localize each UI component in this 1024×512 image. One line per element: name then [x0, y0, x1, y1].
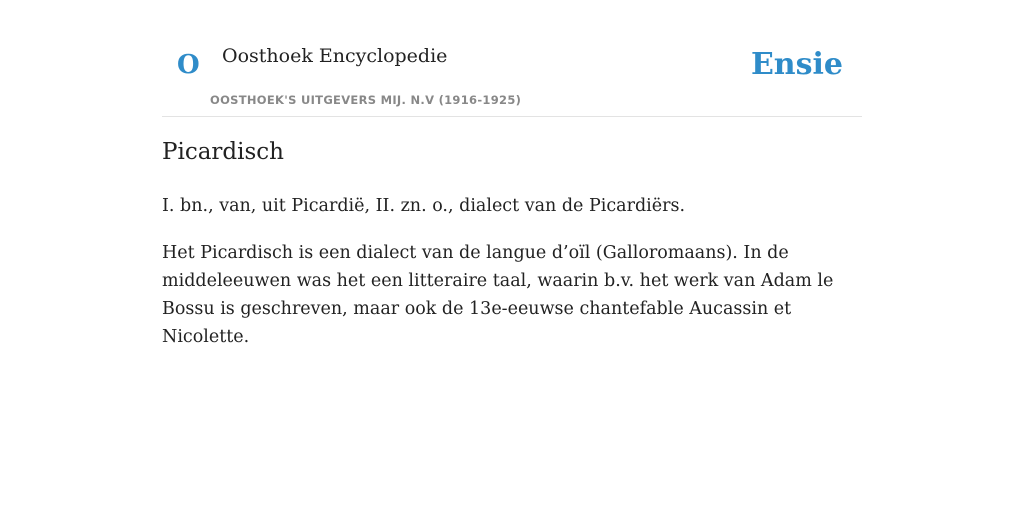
content-container [162, 0, 862, 347]
encyclopedia-logo[interactable]: O [177, 50, 200, 80]
publisher-subtitle: OOSTHOEK'S UITGEVERS MIJ. N.V (1916-1925) [210, 93, 522, 107]
definition-paragraph: I. bn., van, uit Picardië, II. zn. o., dialect van de Picardiërs. [162, 196, 686, 216]
encyclopedia-title[interactable]: Oosthoek Encyclopedie [222, 45, 448, 67]
ensie-brand-link[interactable]: Ensie [750, 47, 843, 82]
description-paragraph: Het Picardisch is een dialect van de langue d’oïl (Galloromaans). In de middeleeuwen was het een litteraire taal, waarin b.v. het werk van Adam le Bossu is geschreven, maar ook de 13e-eeuwse chantefable Aucassin et Nicolette. [162, 243, 834, 347]
article-title: Picardisch [162, 139, 284, 165]
header [162, 0, 862, 117]
